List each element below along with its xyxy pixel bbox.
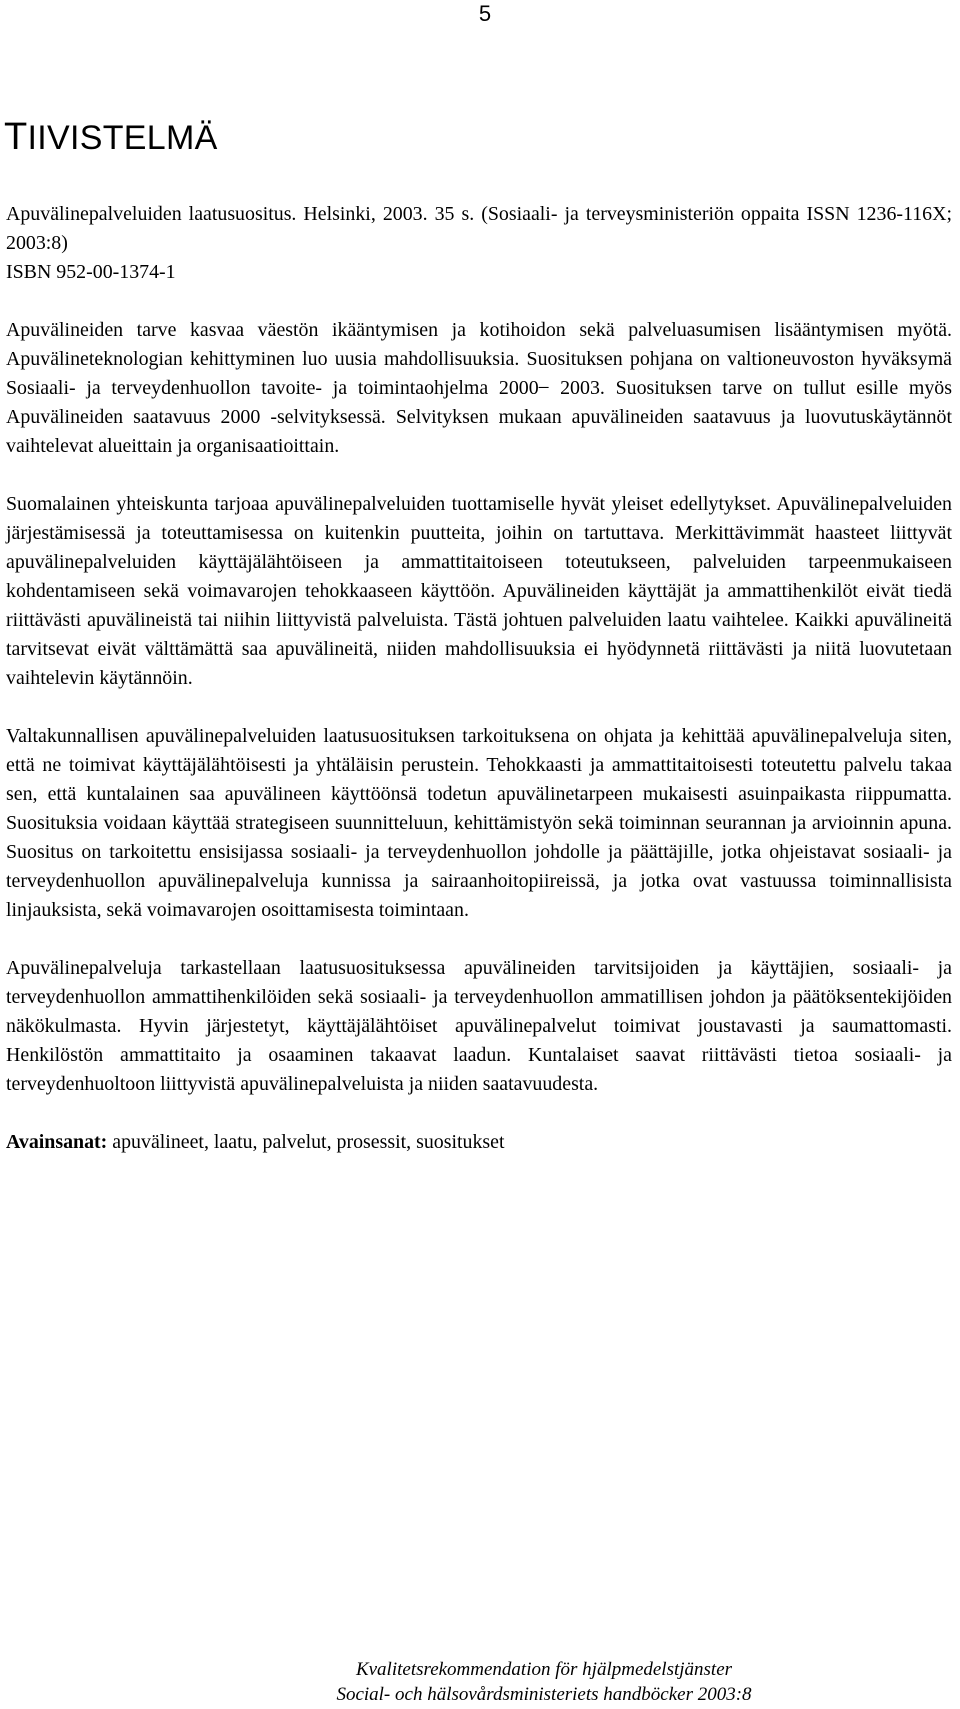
heading-initial: T	[4, 116, 28, 158]
section-heading	[4, 118, 218, 157]
footer-series: Social- och hälsovårdsministeriets handböcker 2003:8	[336, 1684, 752, 1705]
paragraph-gap	[6, 287, 952, 316]
paragraph-gap	[6, 925, 952, 954]
document-body	[6, 200, 952, 1157]
paragraph-2: Suomalainen yhteiskunta tarjoaa apuvälinepalveluiden tuottamiselle hyvät yleiset edellytykset. Apuvälinepalveluiden järjestämisessä ja toteuttamisessa on kuitenkin puutteita, joihin on tartuttava. Merkittävimmät haasteet liittyvät apuvälinepalveluiden käyttäjälähtöiseen ja ammattitaitoiseen toteutukseen, palveluiden tarpeenmukaiseen kohdentamiseen sekä voimavarojen tehokkaaseen käyttöön. Apuvälineiden käyttäjät ja ammattihenkilöt eivät tiedä riittävästi apuvälineistä tai niihin liittyvistä palveluista. Tästä johtuen palveluiden laatu vaihtelee. Kaikki apuvälineitä tarvitsevat eivät välttämättä saa apuvälineitä, niiden mahdollisuuksia ei hyödynnetä riittävästi ja niitä luovutetaan vaihtelevin käytännöin.	[6, 493, 952, 689]
paragraph-1: Apuvälineiden tarve kasvaa väestön ikääntymisen ja kotihoidon sekä palveluasumisen lisääntymisen myötä. Apuvälineteknologian kehittyminen luo uusia mahdollisuuksia. Suosituksen pohjana on valtioneuvoston hyväksymä Sosiaali- ja terveydenhuollon tavoite- ja toimintaohjelma 2000 ̶ 2003. Suosituksen tarve on tullut esille myös Apuvälineiden saatavuus 2000 -selvityksessä. Selvityksen mukaan apuvälineiden saatavuus ja luovutuskäytännöt vaihtelevat alueittain ja organisaatioittain.	[6, 319, 952, 457]
keywords-label: Avainsanat:	[6, 1131, 108, 1153]
citation-line-1: Apuvälinepalveluiden laatusuositus. Helsinki, 2003. 35 s. (Sosiaali- ja terveysministeriön oppaita ISSN 1236-116X; 2003:8)	[6, 203, 952, 254]
paragraph-4: Apuvälinepalveluja tarkastellaan laatusuosituksessa apuvälineiden tarvitsijoiden ja käyttäjien, sosiaali- ja terveydenhuollon ammattihenkilöiden sekä sosiaali- ja terveydenhuollon ammatillisen johdon ja päätöksentekijöiden näkökulmasta. Hyvin järjestetyt, käyttäjälähtöiset apuvälinepalvelut toimivat joustavasti ja saumattomasti. Henkilöstön ammattitaito ja osaaminen takaavat laadun. Kuntalaiset saavat riittävästi tietoa sosiaali- ja terveydenhuoltoon liittyvistä apuvälinepalveluista ja niiden saatavuudesta.	[6, 957, 952, 1095]
page-number: 5	[478, 1, 492, 26]
paragraph-gap	[6, 461, 952, 490]
footer-title: Kvalitetsrekommendation för hjälpmedelstjänster	[355, 1659, 733, 1680]
keywords-line	[6, 1128, 952, 1157]
paragraph-gap	[6, 1099, 952, 1128]
heading-rest: IIVISTELMÄ	[27, 119, 218, 157]
citation-line-2: ISBN 952-00-1374-1	[6, 261, 176, 283]
paragraph-gap	[6, 693, 952, 722]
keywords-text: apuvälineet, laatu, palvelut, prosessit, suositukset	[107, 1131, 505, 1153]
paragraph-3: Valtakunnallisen apuvälinepalveluiden laatusuosituksen tarkoituksena on ohjata ja kehittää apuvälinepalveluja siten, että ne toimivat käyttäjälähtöisesti ja yhtäläisin perustein. Tehokkaasti ja ammattitaitoisesti toteutettu palvelu takaa sen, että kuntalainen saa apuvälineen käyttöönsä todetun apuvälinetarpeen mukaisesti asuinpaikasta riippumatta. Suosituksia voidaan käyttää strategiseen suunnitteluun, kehittämistyön sekä toiminnan seurannan ja arvioinnin apuna. Suositus on tarkoitettu ensisijassa sosiaali- ja terveydenhuollon johdolle ja päättäjille, jotka ohjeistavat sosiaali- ja terveydenhuollon apuvälinepalveluja kunnissa ja sairaanhoitopiireissä, ja jotka ovat vastuussa toiminnallisista linjauksista, sekä voimavarojen osoittamisesta toimintaan.	[6, 725, 952, 921]
